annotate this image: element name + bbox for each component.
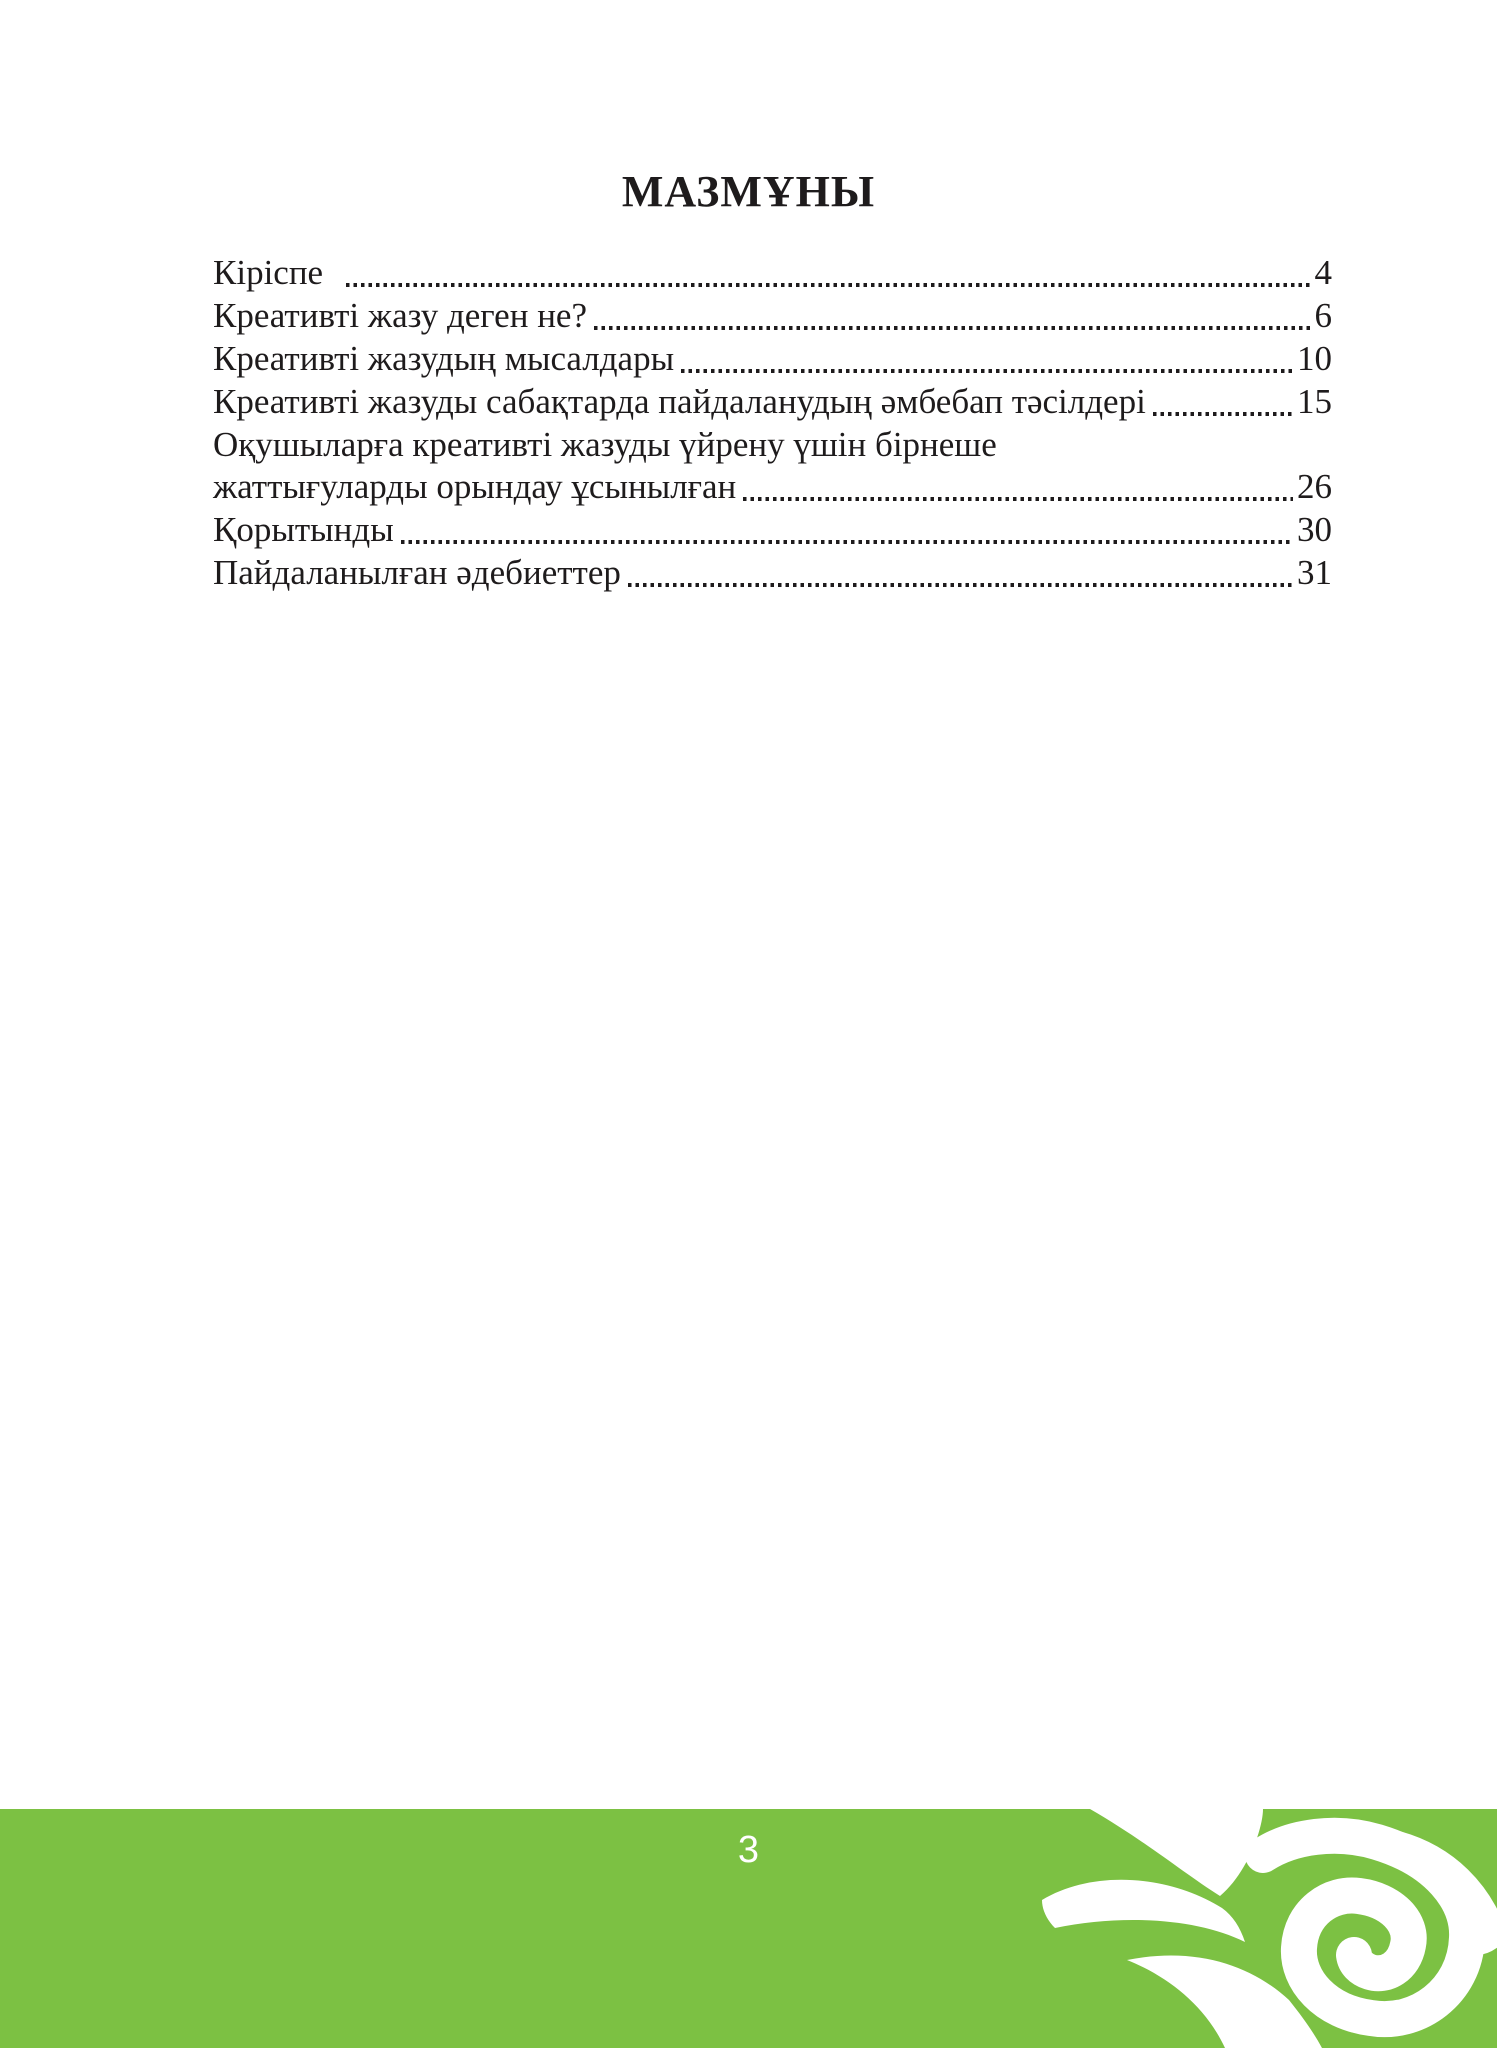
dot-leader — [401, 540, 1293, 544]
dot-leader — [346, 283, 1310, 287]
toc-entry-label: Оқушыларға креативті жазуды үйрену үшін бірнеше — [213, 424, 997, 464]
toc-entry-label: Креативті жазуды сабақтарда пайдаланудың әмбебап тәсілдері — [213, 381, 1146, 421]
toc-entry-page-number: 31 — [1297, 553, 1332, 593]
toc-entry-label: жаттығуларды орындау ұсынылған — [213, 467, 737, 507]
toc-row — [213, 295, 1332, 338]
dot-leader — [681, 369, 1293, 373]
toc-entry-page-number: 4 — [1314, 252, 1332, 292]
toc-entry-page-number: 6 — [1314, 295, 1332, 335]
toc-entry-page-number: 10 — [1297, 338, 1332, 378]
toc-entry-label: Креативті жазу деген не? — [213, 295, 587, 335]
toc-row — [213, 552, 1332, 595]
toc-entry-page-number: 30 — [1297, 510, 1332, 550]
toc-row — [213, 509, 1332, 552]
toc-row — [213, 252, 1332, 295]
toc-entry-page-number: 15 — [1297, 381, 1332, 421]
dot-leader — [743, 497, 1293, 501]
toc-row — [213, 338, 1332, 381]
toc-entry-page-number: 26 — [1297, 467, 1332, 507]
table-of-contents — [213, 252, 1332, 595]
toc-entry-label: Кіріспе — [213, 252, 324, 292]
toc-entry-label: Креативті жазудың мысалдары — [213, 338, 675, 378]
toc-row — [213, 381, 1332, 424]
page-title: МАЗМҰНЫ — [621, 167, 876, 216]
toc-row — [213, 466, 1332, 509]
dot-leader — [1153, 412, 1293, 416]
footer-page-number: 3 — [737, 1829, 760, 1871]
footer-band — [0, 1809, 1497, 2048]
toc-row — [213, 424, 1332, 467]
toc-entry-label: Пайдаланылған әдебиеттер — [213, 553, 621, 593]
dot-leader — [594, 326, 1311, 330]
kazakh-swirl-ornament-icon — [997, 1800, 1497, 2048]
dot-leader — [628, 583, 1293, 587]
toc-entry-label: Қорытынды — [213, 510, 394, 550]
ornament-right-curl — [1461, 1942, 1493, 1948]
